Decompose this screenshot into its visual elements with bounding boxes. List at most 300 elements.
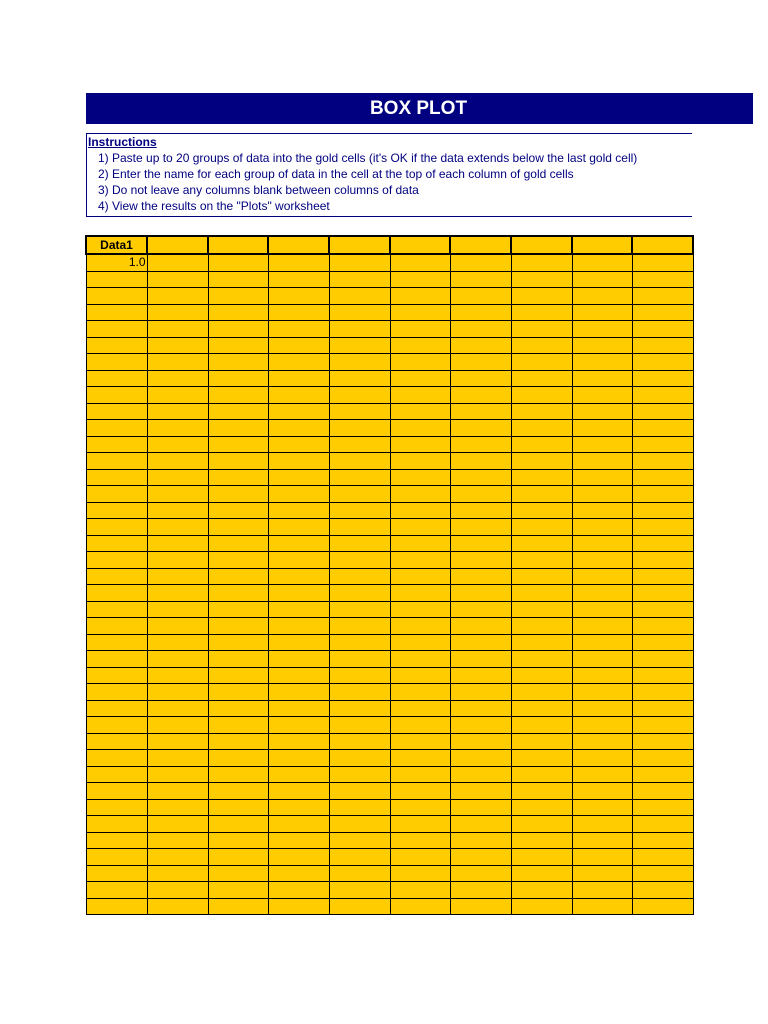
data-cell[interactable] (329, 254, 390, 271)
data-cell[interactable] (329, 585, 390, 602)
column-name-cell[interactable]: Data1 (86, 236, 147, 254)
data-cell[interactable] (208, 783, 268, 800)
data-cell[interactable] (147, 651, 208, 668)
data-cell[interactable] (390, 766, 450, 783)
data-cell[interactable] (208, 304, 268, 321)
data-cell[interactable] (147, 436, 208, 453)
data-cell[interactable] (632, 486, 693, 503)
data-cell[interactable] (450, 667, 511, 684)
data-cell[interactable] (450, 766, 511, 783)
data-cell[interactable] (147, 618, 208, 635)
data-cell[interactable] (268, 403, 329, 420)
data-cell[interactable] (147, 700, 208, 717)
data-cell[interactable] (208, 288, 268, 305)
data-cell[interactable] (86, 684, 147, 701)
data-cell[interactable] (450, 717, 511, 734)
data-cell[interactable] (572, 453, 632, 470)
data-cell[interactable] (208, 502, 268, 519)
data-cell[interactable] (390, 783, 450, 800)
data-cell[interactable] (86, 502, 147, 519)
data-cell[interactable] (147, 783, 208, 800)
data-cell[interactable] (632, 799, 693, 816)
data-cell[interactable] (86, 436, 147, 453)
data-cell[interactable] (147, 667, 208, 684)
data-cell[interactable] (390, 420, 450, 437)
data-cell[interactable] (86, 882, 147, 899)
data-cell[interactable] (511, 651, 572, 668)
data-cell[interactable] (329, 618, 390, 635)
data-cell[interactable] (147, 304, 208, 321)
data-cell[interactable] (572, 634, 632, 651)
data-cell[interactable] (390, 898, 450, 915)
data-cell[interactable] (147, 288, 208, 305)
data-cell[interactable] (632, 502, 693, 519)
data-cell[interactable] (390, 651, 450, 668)
data-cell[interactable] (86, 832, 147, 849)
data-cell[interactable] (450, 370, 511, 387)
data-cell[interactable] (511, 832, 572, 849)
data-cell[interactable] (86, 288, 147, 305)
data-cell[interactable] (147, 469, 208, 486)
data-cell[interactable] (147, 601, 208, 618)
data-cell[interactable] (632, 585, 693, 602)
data-cell[interactable] (390, 799, 450, 816)
data-cell[interactable] (208, 552, 268, 569)
data-cell[interactable] (86, 535, 147, 552)
data-cell[interactable] (450, 898, 511, 915)
data-cell[interactable] (208, 882, 268, 899)
data-cell[interactable] (147, 486, 208, 503)
data-cell[interactable] (450, 783, 511, 800)
data-cell[interactable] (268, 337, 329, 354)
data-cell[interactable] (572, 799, 632, 816)
data-cell[interactable] (329, 882, 390, 899)
data-cell[interactable] (572, 832, 632, 849)
data-cell[interactable] (632, 634, 693, 651)
data-cell[interactable] (86, 403, 147, 420)
data-cell[interactable] (208, 816, 268, 833)
data-cell[interactable] (329, 453, 390, 470)
data-cell[interactable] (632, 552, 693, 569)
data-cell[interactable] (390, 271, 450, 288)
data-cell[interactable] (147, 403, 208, 420)
data-cell[interactable] (268, 387, 329, 404)
data-cell[interactable] (208, 733, 268, 750)
data-cell[interactable] (86, 783, 147, 800)
data-cell[interactable] (632, 750, 693, 767)
data-cell[interactable] (86, 667, 147, 684)
data-cell[interactable] (86, 618, 147, 635)
data-cell[interactable] (329, 783, 390, 800)
data-cell[interactable] (390, 601, 450, 618)
data-cell[interactable] (268, 700, 329, 717)
data-cell[interactable] (86, 387, 147, 404)
data-cell[interactable] (511, 453, 572, 470)
data-cell[interactable] (329, 519, 390, 536)
data-cell[interactable] (572, 684, 632, 701)
data-cell[interactable] (329, 601, 390, 618)
data-cell[interactable] (390, 387, 450, 404)
data-cell[interactable] (390, 552, 450, 569)
data-cell[interactable] (329, 898, 390, 915)
column-name-cell[interactable] (208, 236, 268, 254)
data-cell[interactable] (268, 436, 329, 453)
data-cell[interactable] (511, 667, 572, 684)
data-cell[interactable] (208, 387, 268, 404)
data-cell[interactable] (329, 667, 390, 684)
column-name-cell[interactable] (572, 236, 632, 254)
data-cell[interactable] (147, 535, 208, 552)
data-cell[interactable] (147, 585, 208, 602)
data-cell[interactable] (572, 651, 632, 668)
data-cell[interactable] (632, 733, 693, 750)
data-cell[interactable] (86, 816, 147, 833)
data-cell[interactable] (632, 321, 693, 338)
data-cell[interactable] (450, 502, 511, 519)
data-cell[interactable] (86, 700, 147, 717)
data-cell[interactable] (329, 849, 390, 866)
data-cell[interactable] (329, 535, 390, 552)
data-cell[interactable] (390, 618, 450, 635)
data-cell[interactable] (632, 354, 693, 371)
data-cell[interactable] (208, 651, 268, 668)
data-cell[interactable] (329, 651, 390, 668)
data-cell[interactable] (268, 684, 329, 701)
data-cell[interactable] (208, 585, 268, 602)
data-cell[interactable] (450, 387, 511, 404)
data-cell[interactable] (511, 849, 572, 866)
data-cell[interactable] (329, 502, 390, 519)
data-cell[interactable] (511, 799, 572, 816)
data-cell[interactable] (147, 502, 208, 519)
data-cell[interactable] (329, 288, 390, 305)
data-cell[interactable] (329, 387, 390, 404)
data-cell[interactable] (208, 766, 268, 783)
data-cell[interactable] (147, 750, 208, 767)
data-cell[interactable] (572, 486, 632, 503)
data-cell[interactable] (268, 288, 329, 305)
data-cell[interactable] (511, 585, 572, 602)
data-cell[interactable] (450, 684, 511, 701)
data-cell[interactable] (208, 354, 268, 371)
data-cell[interactable] (390, 849, 450, 866)
data-cell[interactable] (208, 453, 268, 470)
data-cell[interactable] (268, 469, 329, 486)
data-cell[interactable] (329, 799, 390, 816)
data-cell[interactable] (147, 370, 208, 387)
data-cell[interactable] (268, 618, 329, 635)
data-cell[interactable] (450, 486, 511, 503)
data-cell[interactable] (329, 750, 390, 767)
data-cell[interactable] (450, 733, 511, 750)
data-cell[interactable] (268, 271, 329, 288)
data-cell[interactable] (329, 304, 390, 321)
data-cell[interactable] (208, 684, 268, 701)
data-cell[interactable] (450, 552, 511, 569)
data-cell[interactable] (450, 403, 511, 420)
data-cell[interactable] (450, 469, 511, 486)
data-cell[interactable] (86, 601, 147, 618)
data-cell[interactable] (147, 254, 208, 271)
data-cell[interactable] (208, 271, 268, 288)
data-cell[interactable] (86, 552, 147, 569)
data-cell[interactable] (268, 717, 329, 734)
data-cell[interactable] (268, 585, 329, 602)
data-cell[interactable] (86, 321, 147, 338)
data-cell[interactable] (511, 288, 572, 305)
data-cell[interactable] (572, 750, 632, 767)
data-cell[interactable] (390, 486, 450, 503)
data-cell[interactable] (390, 832, 450, 849)
data-cell[interactable] (268, 799, 329, 816)
data-cell[interactable] (390, 733, 450, 750)
data-cell[interactable] (390, 667, 450, 684)
data-cell[interactable] (147, 271, 208, 288)
data-cell[interactable] (632, 618, 693, 635)
data-cell[interactable] (572, 568, 632, 585)
data-cell[interactable] (632, 816, 693, 833)
data-cell[interactable] (511, 519, 572, 536)
data-cell[interactable] (511, 634, 572, 651)
data-cell[interactable] (511, 304, 572, 321)
data-cell[interactable] (147, 766, 208, 783)
data-cell[interactable] (632, 568, 693, 585)
data-cell[interactable] (208, 337, 268, 354)
data-cell[interactable] (632, 337, 693, 354)
column-name-cell[interactable] (329, 236, 390, 254)
data-cell[interactable] (450, 634, 511, 651)
data-cell[interactable] (208, 750, 268, 767)
data-cell[interactable] (390, 337, 450, 354)
data-cell[interactable]: 1.0 (86, 254, 147, 271)
data-cell[interactable] (511, 816, 572, 833)
data-cell[interactable] (572, 535, 632, 552)
data-cell[interactable] (390, 288, 450, 305)
data-cell[interactable] (632, 898, 693, 915)
data-cell[interactable] (511, 387, 572, 404)
column-name-cell[interactable] (632, 236, 693, 254)
data-cell[interactable] (329, 354, 390, 371)
data-cell[interactable] (511, 403, 572, 420)
column-name-cell[interactable] (268, 236, 329, 254)
data-cell[interactable] (268, 783, 329, 800)
data-cell[interactable] (329, 568, 390, 585)
data-cell[interactable] (268, 766, 329, 783)
data-cell[interactable] (208, 519, 268, 536)
data-cell[interactable] (147, 552, 208, 569)
data-cell[interactable] (147, 453, 208, 470)
data-cell[interactable] (86, 568, 147, 585)
data-cell[interactable] (268, 502, 329, 519)
data-cell[interactable] (268, 535, 329, 552)
data-cell[interactable] (511, 717, 572, 734)
data-cell[interactable] (450, 568, 511, 585)
data-cell[interactable] (86, 898, 147, 915)
data-cell[interactable] (390, 254, 450, 271)
column-name-cell[interactable] (147, 236, 208, 254)
data-cell[interactable] (86, 849, 147, 866)
data-cell[interactable] (268, 254, 329, 271)
data-cell[interactable] (632, 882, 693, 899)
data-cell[interactable] (632, 651, 693, 668)
data-cell[interactable] (632, 783, 693, 800)
data-cell[interactable] (329, 321, 390, 338)
data-cell[interactable] (86, 717, 147, 734)
data-cell[interactable] (450, 337, 511, 354)
data-cell[interactable] (511, 354, 572, 371)
data-cell[interactable] (572, 717, 632, 734)
data-cell[interactable] (147, 568, 208, 585)
data-cell[interactable] (390, 568, 450, 585)
data-cell[interactable] (390, 436, 450, 453)
data-cell[interactable] (632, 601, 693, 618)
data-cell[interactable] (147, 519, 208, 536)
data-cell[interactable] (329, 733, 390, 750)
data-cell[interactable] (572, 783, 632, 800)
data-cell[interactable] (572, 898, 632, 915)
data-cell[interactable] (511, 271, 572, 288)
data-cell[interactable] (208, 849, 268, 866)
data-cell[interactable] (511, 618, 572, 635)
data-cell[interactable] (390, 370, 450, 387)
data-cell[interactable] (329, 420, 390, 437)
data-cell[interactable] (572, 733, 632, 750)
data-cell[interactable] (511, 436, 572, 453)
data-cell[interactable] (450, 519, 511, 536)
data-cell[interactable] (632, 304, 693, 321)
data-cell[interactable] (268, 370, 329, 387)
data-cell[interactable] (208, 898, 268, 915)
data-cell[interactable] (147, 898, 208, 915)
data-cell[interactable] (511, 321, 572, 338)
data-cell[interactable] (390, 453, 450, 470)
data-cell[interactable] (511, 750, 572, 767)
data-cell[interactable] (208, 799, 268, 816)
column-name-cell[interactable] (390, 236, 450, 254)
data-cell[interactable] (86, 519, 147, 536)
data-cell[interactable] (147, 849, 208, 866)
data-cell[interactable] (450, 816, 511, 833)
data-cell[interactable] (632, 370, 693, 387)
data-cell[interactable] (86, 271, 147, 288)
data-cell[interactable] (147, 684, 208, 701)
data-cell[interactable] (511, 865, 572, 882)
data-cell[interactable] (86, 354, 147, 371)
data-cell[interactable] (147, 882, 208, 899)
data-cell[interactable] (268, 849, 329, 866)
data-cell[interactable] (450, 700, 511, 717)
data-cell[interactable] (329, 832, 390, 849)
data-cell[interactable] (208, 618, 268, 635)
data-cell[interactable] (632, 387, 693, 404)
data-cell[interactable] (147, 420, 208, 437)
data-cell[interactable] (450, 535, 511, 552)
data-cell[interactable] (450, 799, 511, 816)
data-cell[interactable] (632, 271, 693, 288)
data-cell[interactable] (632, 288, 693, 305)
data-cell[interactable] (147, 733, 208, 750)
data-cell[interactable] (450, 849, 511, 866)
data-cell[interactable] (208, 469, 268, 486)
data-cell[interactable] (390, 585, 450, 602)
data-cell[interactable] (390, 304, 450, 321)
data-cell[interactable] (208, 568, 268, 585)
data-cell[interactable] (86, 370, 147, 387)
data-cell[interactable] (511, 370, 572, 387)
data-cell[interactable] (390, 700, 450, 717)
data-cell[interactable] (329, 700, 390, 717)
data-cell[interactable] (511, 420, 572, 437)
data-cell[interactable] (572, 420, 632, 437)
data-cell[interactable] (208, 321, 268, 338)
data-cell[interactable] (632, 469, 693, 486)
data-cell[interactable] (450, 254, 511, 271)
data-cell[interactable] (390, 535, 450, 552)
data-cell[interactable] (572, 502, 632, 519)
column-name-cell[interactable] (450, 236, 511, 254)
data-cell[interactable] (572, 436, 632, 453)
data-cell[interactable] (268, 634, 329, 651)
data-cell[interactable] (572, 585, 632, 602)
data-cell[interactable] (450, 354, 511, 371)
data-cell[interactable] (86, 750, 147, 767)
data-cell[interactable] (268, 486, 329, 503)
data-cell[interactable] (329, 337, 390, 354)
data-cell[interactable] (86, 799, 147, 816)
data-cell[interactable] (572, 304, 632, 321)
data-cell[interactable] (511, 684, 572, 701)
data-cell[interactable] (572, 403, 632, 420)
data-cell[interactable] (329, 816, 390, 833)
data-cell[interactable] (390, 882, 450, 899)
data-cell[interactable] (208, 420, 268, 437)
data-cell[interactable] (268, 651, 329, 668)
data-cell[interactable] (268, 816, 329, 833)
data-cell[interactable] (86, 337, 147, 354)
data-cell[interactable] (572, 354, 632, 371)
data-cell[interactable] (86, 304, 147, 321)
data-cell[interactable] (86, 453, 147, 470)
data-cell[interactable] (268, 882, 329, 899)
data-cell[interactable] (390, 865, 450, 882)
data-cell[interactable] (86, 865, 147, 882)
data-cell[interactable] (572, 552, 632, 569)
data-cell[interactable] (511, 700, 572, 717)
data-cell[interactable] (147, 865, 208, 882)
data-cell[interactable] (268, 354, 329, 371)
data-cell[interactable] (268, 667, 329, 684)
data-cell[interactable] (329, 469, 390, 486)
data-cell[interactable] (268, 321, 329, 338)
data-cell[interactable] (268, 453, 329, 470)
data-cell[interactable] (572, 667, 632, 684)
data-cell[interactable] (572, 337, 632, 354)
data-cell[interactable] (390, 717, 450, 734)
column-name-cell[interactable] (511, 236, 572, 254)
data-cell[interactable] (390, 469, 450, 486)
data-cell[interactable] (147, 337, 208, 354)
data-cell[interactable] (572, 519, 632, 536)
data-cell[interactable] (329, 634, 390, 651)
data-cell[interactable] (147, 717, 208, 734)
data-cell[interactable] (450, 865, 511, 882)
data-cell[interactable] (329, 766, 390, 783)
data-cell[interactable] (572, 849, 632, 866)
data-cell[interactable] (572, 766, 632, 783)
data-cell[interactable] (208, 436, 268, 453)
data-cell[interactable] (632, 436, 693, 453)
data-cell[interactable] (208, 700, 268, 717)
